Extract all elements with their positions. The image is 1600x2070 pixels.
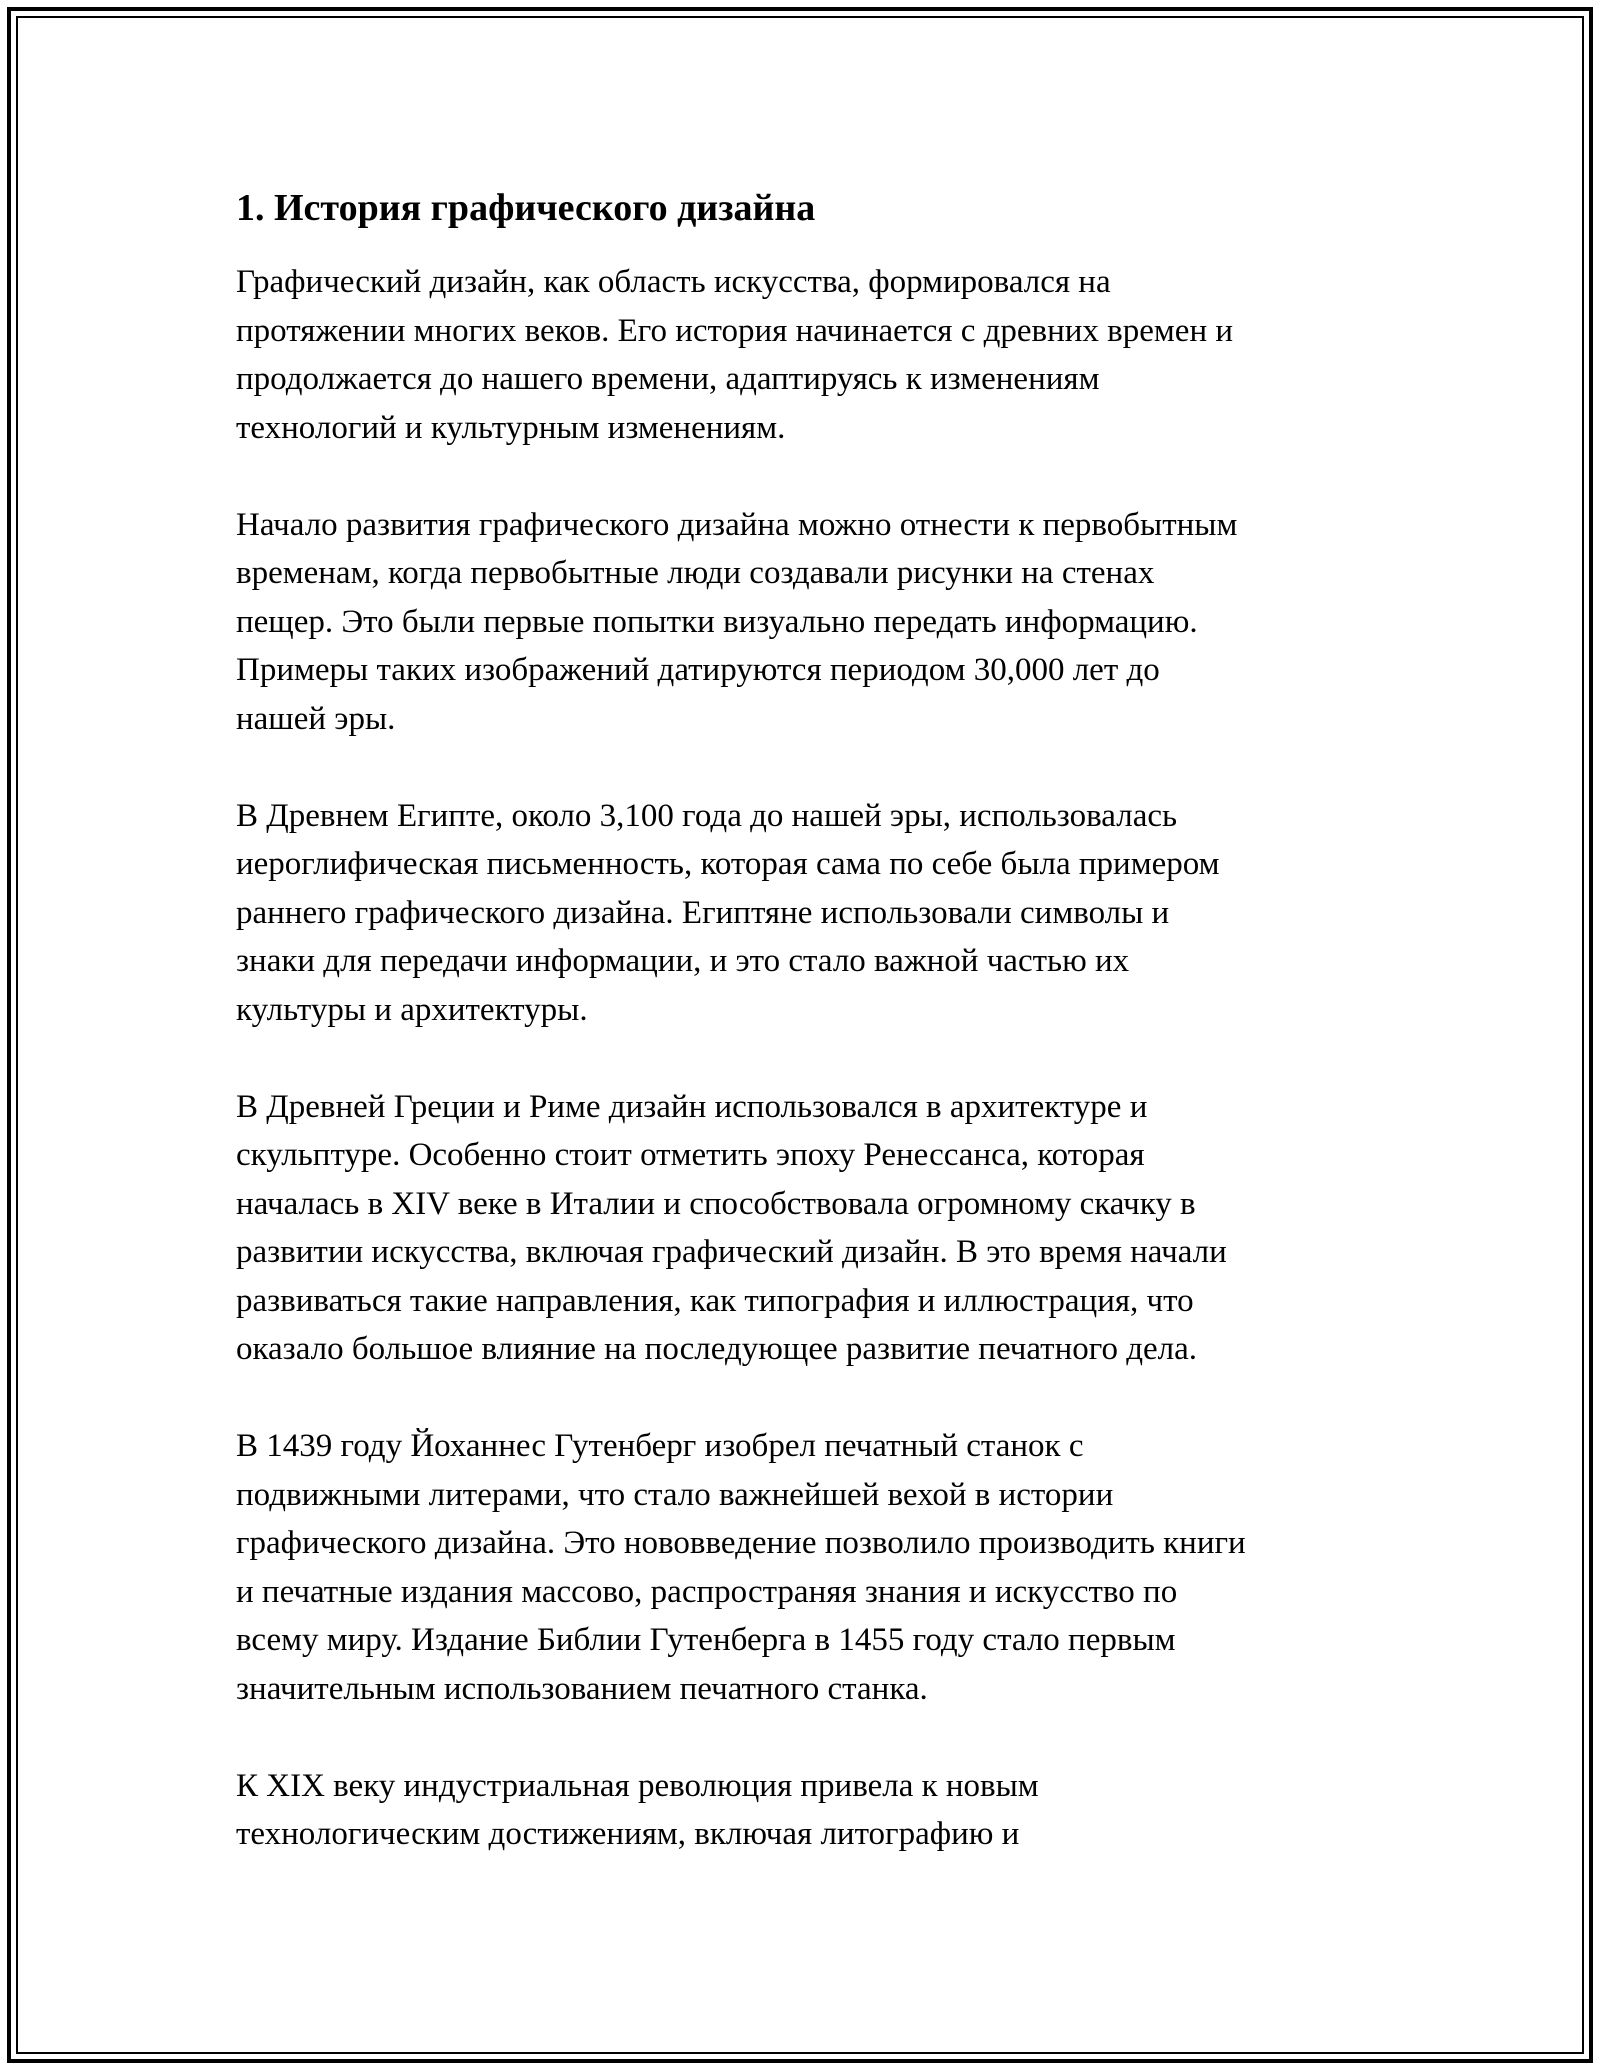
paragraph-4: В Древней Греции и Риме дизайн использовался в архитектуре и скульптуре. Особенно стоит отметить эпоху Ренессанса, которая началась в XIV веке в Италии и способствовала огромному скачку в развитии искусства, включая графический дизайн. В это время начали развиваться такие направления, как типография и иллюстрация, что оказало большое влияние на последующее развитие печатного дела. bbox=[236, 1088, 1227, 1367]
paragraph-3: В Древнем Египте, около 3,100 года до нашей эры, использовалась иероглифическая письменность, которая сама по себе была примером раннего графического дизайна. Египтяне использовали символы и знаки для передачи информации, и это стало важной частью их культуры и архитектуры. bbox=[236, 797, 1220, 1028]
paragraph-1: Графический дизайн, как область искусства, формировался на протяжении многих веков. Его история начинается с древних времен и продолжается до нашего времени, адаптируясь к изменениям технологий и культурным изменениям. bbox=[236, 264, 1234, 446]
section-heading: 1. История графического дизайна bbox=[236, 187, 816, 229]
paragraph-6: К XIX веку индустриальная революция привела к новым технологическим достижениям, включая литографию и bbox=[236, 1767, 1039, 1852]
paragraph-5: В 1439 году Йоханнес Гутенберг изобрел печатный станок с подвижными литерами, что стало важнейшей вехой в истории графического дизайна. Это нововведение позволило производить книги и печатные издания массово, распространяя знания и искусство по всему миру. Издание Библии Гутенберга в 1455 году стало первым значительным использованием печатного станка. bbox=[236, 1428, 1246, 1707]
paragraph-2: Начало развития графического дизайна можно отнести к первобытным временам, когда первобытные люди создавали рисунки на стенах пещер. Это были первые попытки визуально передать информацию. Примеры таких изображений датируются периодом 30,000 лет до нашей эры. bbox=[236, 506, 1238, 737]
document-body bbox=[236, 184, 1376, 1859]
